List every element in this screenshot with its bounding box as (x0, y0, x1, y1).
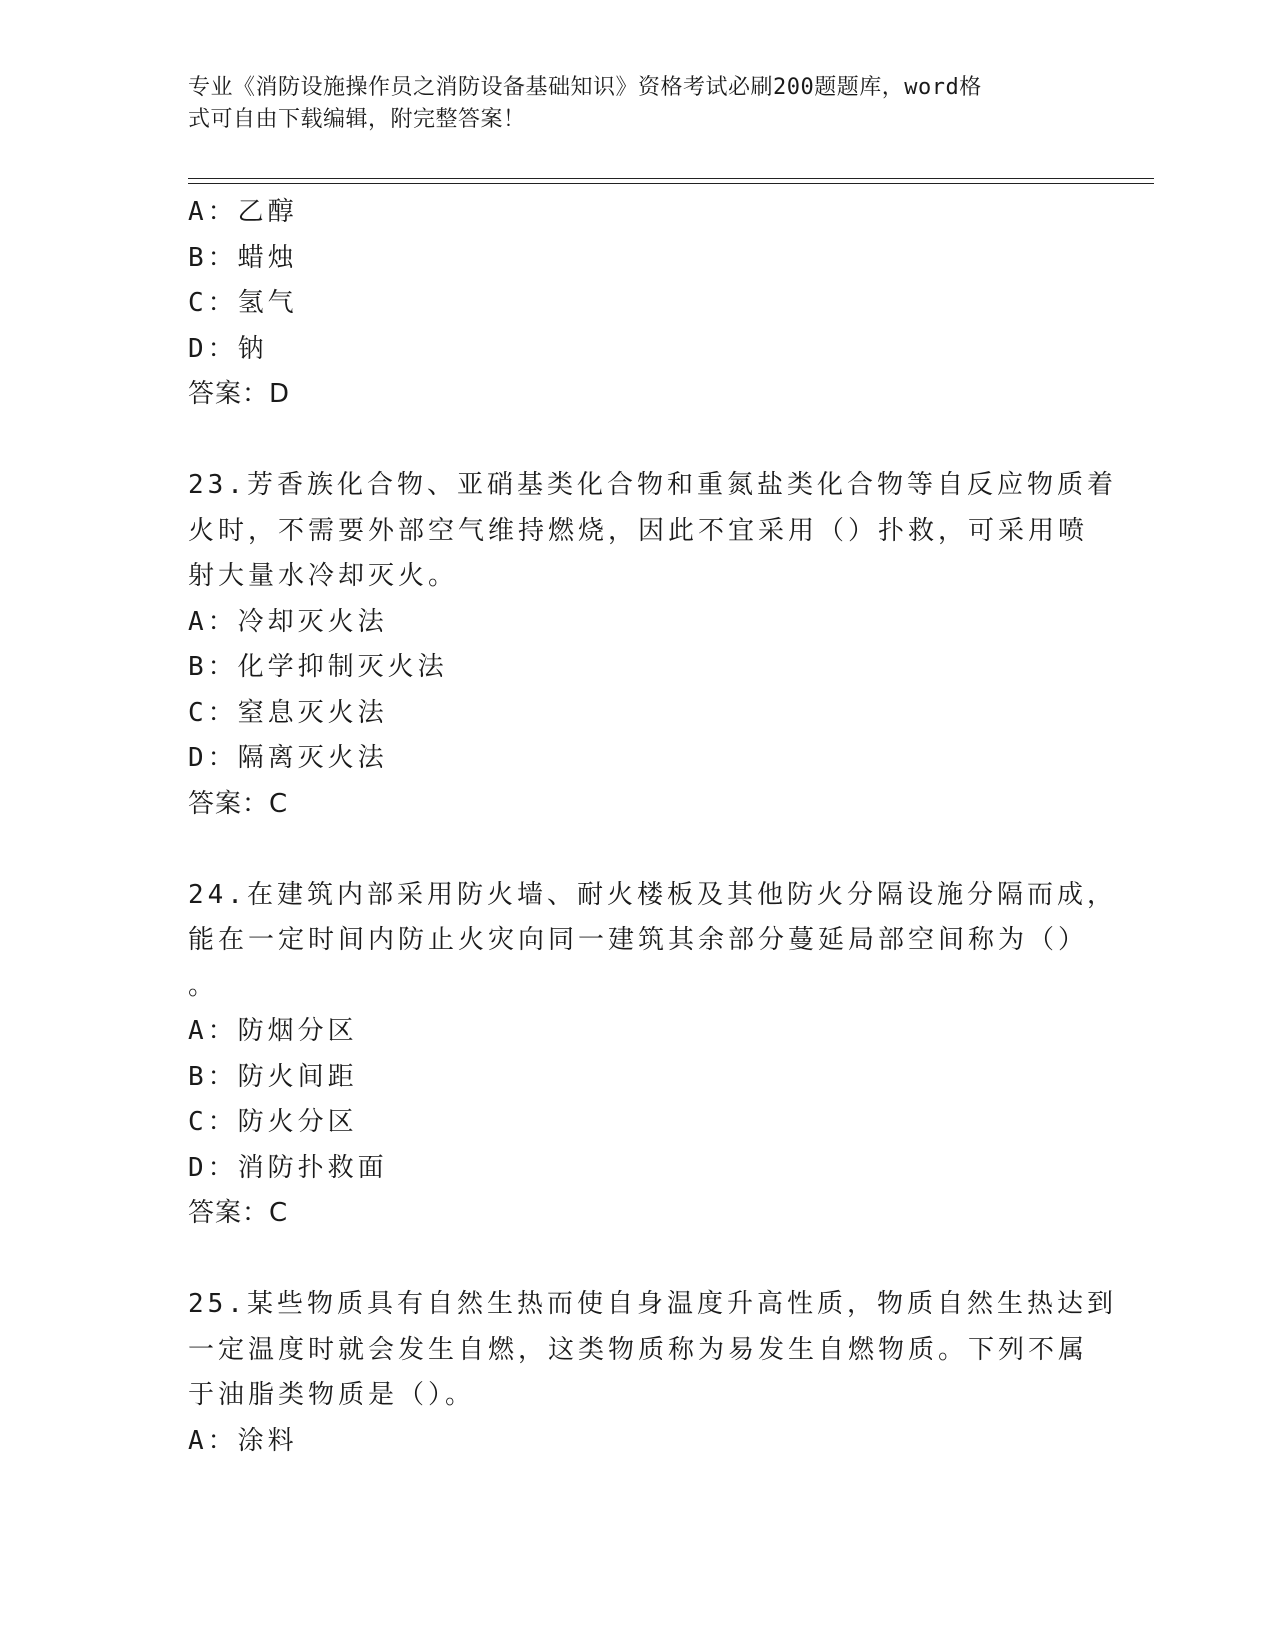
question-text-line: 于油脂类物质是（）。 (188, 1380, 476, 1410)
question-text-line: 一定温度时就会发生自燃，这类物质称为易发生自燃物质。下列不属 (188, 1334, 1089, 1365)
option-d: D：消防扑救面 (188, 1152, 388, 1183)
header-rule-top (188, 178, 1154, 179)
option-a: A：涂料 (188, 1425, 298, 1456)
option-b: B：蜡烛 (188, 242, 298, 273)
question-text-line: 火时，不需要外部空气维持燃烧，因此不宜采用（）扑救，可采用喷 (188, 515, 1089, 546)
question-text-line: 25.某些物质具有自然生热而使自身温度升高性质，物质自然生热达到 (188, 1289, 1117, 1319)
header-rule-bottom (188, 183, 1154, 184)
question-list (188, 190, 1117, 1464)
question-text-line: 射大量水冷却灭火。 (188, 561, 459, 591)
spacer (188, 1237, 1088, 1283)
question-text-line: 。 (188, 970, 219, 1001)
question-25 (188, 1282, 1117, 1464)
question-22 (188, 190, 1088, 418)
header-line-2: 式可自由下载编辑，附完整答案！ (188, 107, 526, 132)
answer: 答案：C (188, 1198, 289, 1228)
option-c: C：防火分区 (188, 1107, 358, 1137)
question-text-line: 能在一定时间内防止火灾向同一建筑其余部分蔓延局部空间称为（） (188, 925, 1089, 955)
option-a: A：冷却灭火法 (188, 606, 388, 637)
question-23 (188, 463, 1117, 827)
question-24 (188, 873, 1117, 1237)
document-header (188, 72, 1068, 136)
option-b: B：化学抑制灭火法 (188, 652, 448, 682)
option-a: A：乙醇 (188, 197, 298, 227)
question-text-line: 23.芳香族化合物、亚硝基类化合物和重氮盐类化合物等自反应物质着 (188, 470, 1117, 500)
spacer (188, 418, 1088, 464)
spacer (188, 827, 1088, 873)
option-d: D：钠 (188, 333, 268, 364)
header-line-1: 专业《消防设施操作员之消防设备基础知识》资格考试必刷200题题库，word格 (188, 75, 982, 100)
option-b: B：防火间距 (188, 1061, 358, 1092)
option-c: C：氢气 (188, 288, 298, 318)
option-c: C：窒息灭火法 (188, 697, 388, 728)
option-d: D：隔离灭火法 (188, 743, 388, 773)
answer: 答案：D (188, 379, 291, 409)
option-a: A：防烟分区 (188, 1016, 358, 1046)
question-text-line: 24.在建筑内部采用防火墙、耐火楼板及其他防火分隔设施分隔而成， (188, 879, 1117, 910)
answer: 答案：C (188, 788, 289, 819)
